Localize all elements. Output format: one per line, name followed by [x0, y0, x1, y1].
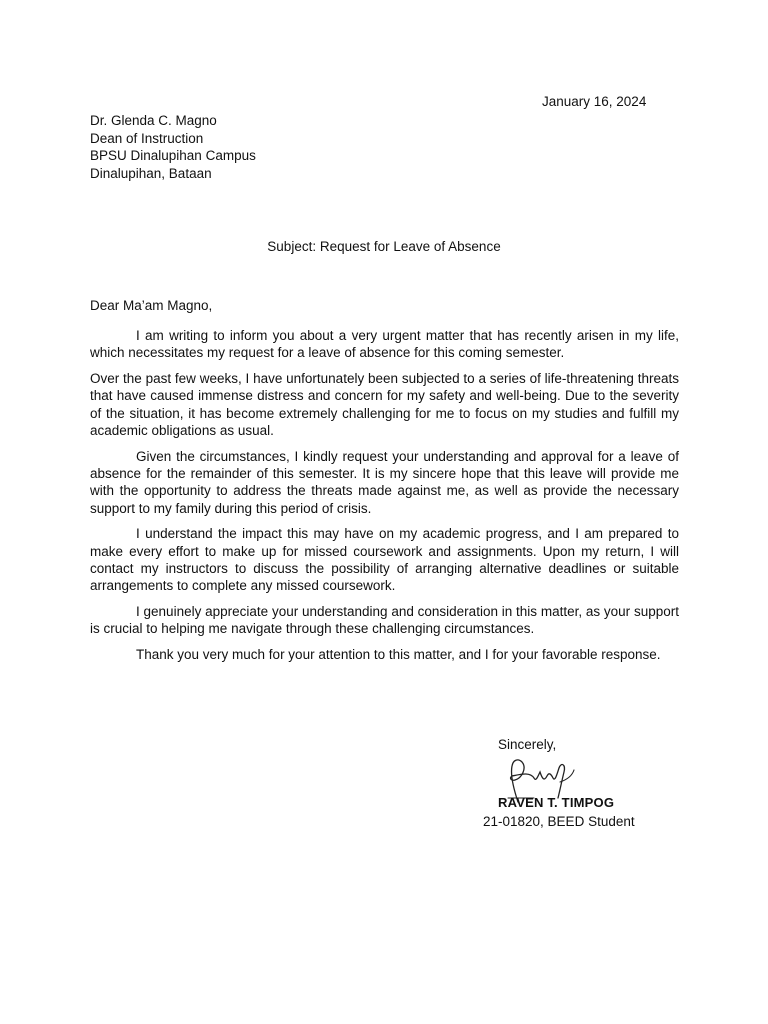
letter-salutation: Dear Ma’am Magno, — [90, 298, 213, 313]
recipient-campus: BPSU Dinalupihan Campus — [90, 148, 256, 163]
recipient-location: Dinalupihan, Bataan — [90, 165, 212, 181]
body-paragraph-1: I am writing to inform you about a very urgent matter that has recently arisen in my life, which necessitates my request for a leave of absence for this coming semester. — [90, 328, 679, 361]
signer-id: 21-01820, BEED Student — [483, 814, 635, 829]
body-paragraph-5: I genuinely appreciate your understanding and consideration in this matter, as your support is crucial to helping me navigate through these challenging circumstances. — [90, 604, 679, 637]
body-paragraph-3: Given the circumstances, I kindly request your understanding and approval for a leave of absence for the remainder of this semester. It is my sincere hope that this leave will provide me with the opportunity to address the threats made against me, as well as provide the necessary support to my family during this period of crisis. — [90, 448, 679, 516]
letter-closing: Sincerely, — [498, 737, 557, 752]
body-paragraph-6: Thank you very much for your attention to this matter, and I for your favorable response. — [136, 647, 661, 663]
recipient-title: Dean of Instruction — [90, 130, 204, 146]
letter-body — [90, 327, 679, 672]
body-paragraph-2: Over the past few weeks, I have unfortunately been subjected to a series of life-threatening threats that have caused immense distress and concern for my safety and well-being. Due to the severity of the situation, it has become extremely challenging for me to focus on my studies and fulfill my academic obligations as usual. — [90, 371, 679, 438]
body-paragraph-4: I understand the impact this may have on my academic progress, and I am prepared to make every effort to make up for missed coursework and assignments. Upon my return, I will contact my instructors to discuss the possibility of arranging alternative deadlines or suitable arrangements to complete any missed coursework. — [90, 526, 679, 594]
recipient-name: Dr. Glenda C. Magno — [90, 113, 217, 128]
signer-name: RAVEN T. TIMPOG — [498, 795, 615, 810]
letter-subject: Subject: Request for Leave of Absence — [267, 239, 501, 254]
recipient-address-block — [90, 112, 256, 182]
letter-date: January 16, 2024 — [542, 94, 647, 109]
